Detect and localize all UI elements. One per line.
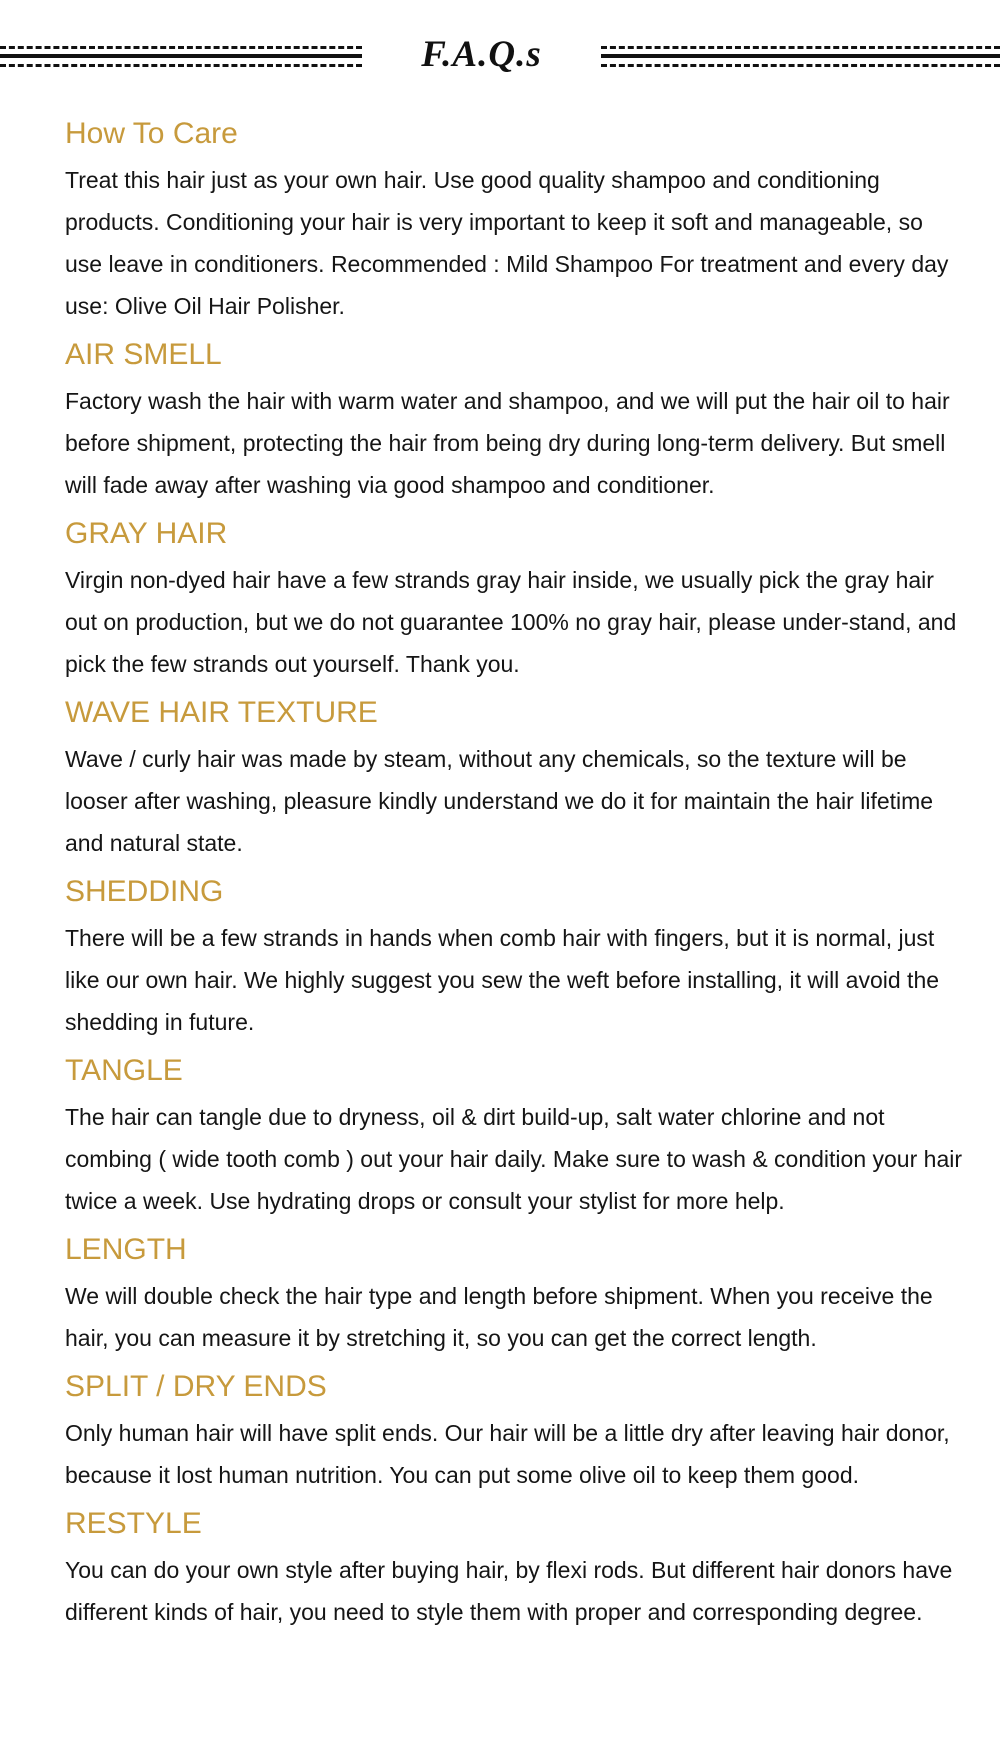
faq-item-shedding [65,870,965,1043]
faq-item-how-to-care [65,112,965,327]
faq-answer: Wave / curly hair was made by steam, without any chemicals, so the texture will be looser after washing, pleasure kindly understand we do it for maintain the hair lifetime and natural state. [65,746,934,856]
faq-answer: Virgin non-dyed hair have a few strands gray hair inside, we usually pick the gray hair out on production, but we do not guarantee 100% no gray hair, please under-stand, and pick the few strands out yourself. Thank you. [65,567,957,677]
faq-answer: Factory wash the hair with warm water and shampoo, and we will put the hair oil to hair before shipment, protecting the hair from being dry during long-term delivery. But smell will fade away after washing via good shampoo and conditioner. [65,388,950,498]
faq-item-tangle [65,1049,965,1222]
faq-heading: SPLIT / DRY ENDS [65,1370,327,1403]
faq-item-gray-hair [65,512,965,685]
faq-heading: WAVE HAIR TEXTURE [65,696,378,729]
right-decorative-rule [601,46,1000,70]
faq-heading: LENGTH [65,1233,187,1266]
faq-answer: There will be a few strands in hands when comb hair with fingers, but it is normal, just like our own hair. We highly suggest you sew the weft before installing, it will avoid the shedding in future. [65,925,940,1035]
faq-heading: RESTYLE [65,1507,202,1540]
solid-line [601,54,1000,58]
faq-heading: SHEDDING [65,875,224,908]
dashed-line [601,64,1000,67]
faq-item-restyle [65,1502,965,1633]
page-title: F.A.Q.s [421,34,542,75]
faq-answer: You can do your own style after buying hair, by flexi rods. But different hair donors have different kinds of hair, you need to style them with proper and corresponding degree. [65,1557,953,1625]
faq-answer: We will double check the hair type and length before shipment. When you receive the hair, you can measure it by stretching it, so you can get the correct length. [65,1283,933,1351]
solid-line [0,54,362,58]
faq-item-air-smell [65,333,965,506]
dashed-line [0,64,362,67]
dashed-line [0,46,362,49]
faq-heading: GRAY HAIR [65,517,228,550]
faq-item-wave-hair-texture [65,691,965,864]
dashed-line [601,46,1000,49]
faq-item-length [65,1228,965,1359]
faq-list [65,112,965,1639]
faq-heading: AIR SMELL [65,338,222,371]
faq-heading: TANGLE [65,1054,183,1087]
faq-heading: How To Care [65,117,238,150]
faq-answer: Only human hair will have split ends. Our hair will be a little dry after leaving hair donor, because it lost human nutrition. You can put some olive oil to keep them good. [65,1420,950,1488]
faq-header [0,0,1000,110]
left-decorative-rule [0,46,362,70]
faq-answer: The hair can tangle due to dryness, oil & dirt build-up, salt water chlorine and not combing ( wide tooth comb ) out your hair daily. Make sure to wash & condition your hair twice a week. Use hydrating drops or consult your stylist for more help. [65,1104,962,1214]
faq-item-split-dry-ends [65,1365,965,1496]
faq-answer: Treat this hair just as your own hair. Use good quality shampoo and conditioning products. Conditioning your hair is very important to keep it soft and manageable, so use leave in conditioners. Recommended : Mild Shampoo For treatment and every day use: Olive Oil Hair Polisher. [65,167,949,319]
